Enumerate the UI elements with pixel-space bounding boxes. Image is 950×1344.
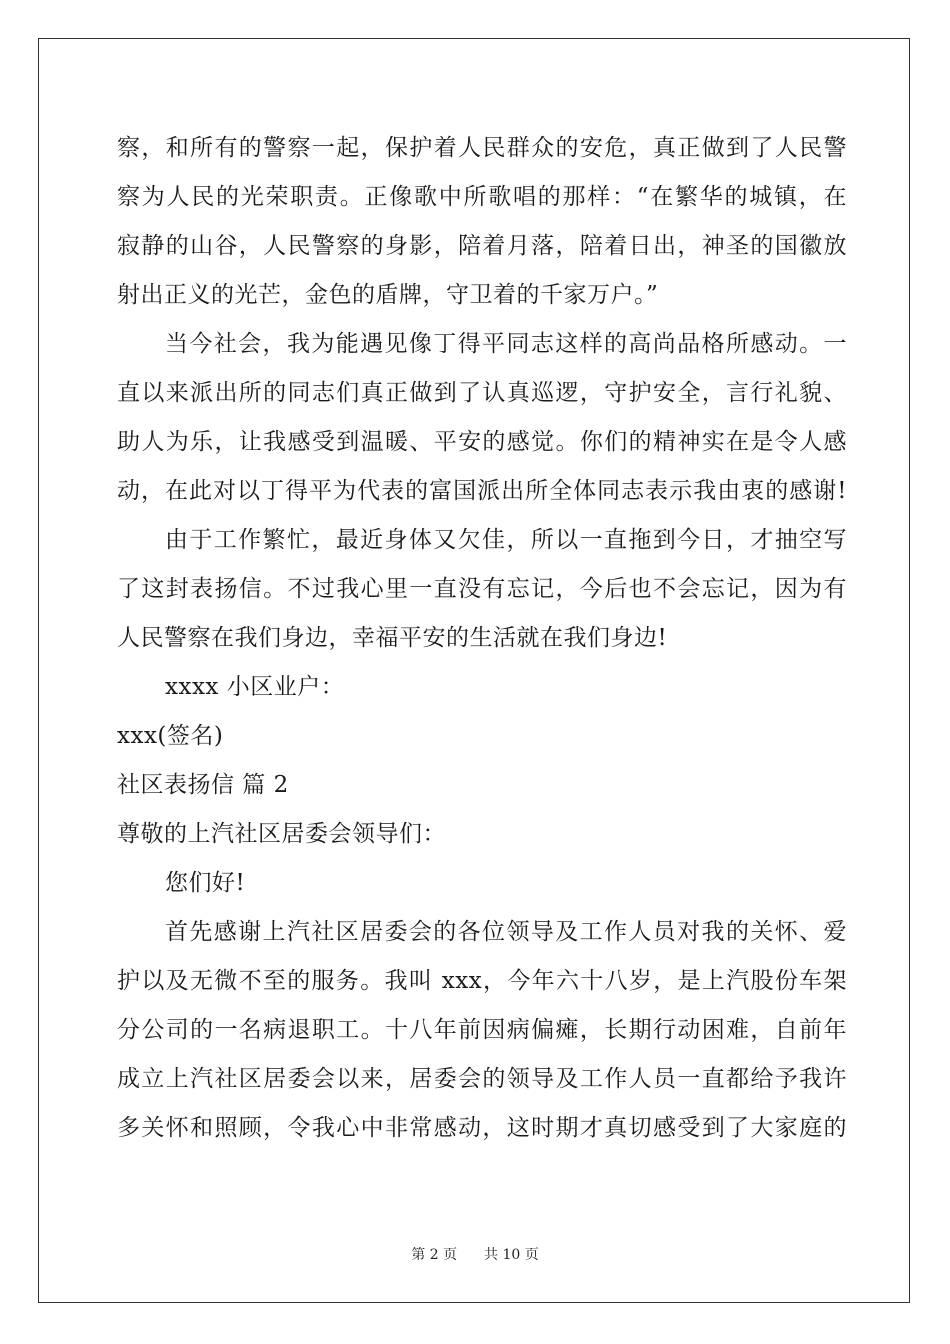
text-line: 您们好! bbox=[165, 870, 246, 896]
text-line: xxx(签名) bbox=[117, 723, 224, 749]
text-line: 成立上汽社区居委会以来，居委会的领导及工作人员一直都给予我许 bbox=[117, 1066, 847, 1092]
page-number: 第 2 页 bbox=[411, 1247, 458, 1263]
page-footer bbox=[0, 1244, 950, 1264]
text-line: 助人为乐，让我感受到温暖、平安的感觉。你们的精神实在是令人感 bbox=[117, 429, 847, 455]
text-line: 当今社会，我为能遇见像丁得平同志这样的高尚品格所感动。一 bbox=[165, 331, 847, 357]
text-line: 射出正义的光芒，金色的盾牌，守卫着的千家万户。” bbox=[117, 282, 659, 308]
text-line: 多关怀和照顾，令我心中非常感动，这时期才真切感受到了大家庭的 bbox=[117, 1115, 847, 1141]
text-line: 由于工作繁忙，最近身体又欠佳，所以一直拖到今日，才抽空写 bbox=[165, 527, 847, 553]
text-line: 寂静的山谷，人民警察的身影，陪着月落，陪着日出，神圣的国徽放 bbox=[117, 233, 847, 259]
text-line: 首先感谢上汽社区居委会的各位领导及工作人员对我的关怀、爱 bbox=[165, 919, 847, 945]
total-pages: 共 10 页 bbox=[484, 1247, 539, 1263]
text-line: 护以及无微不至的服务。我叫 xxx，今年六十八岁，是上汽股份车架 bbox=[117, 968, 847, 994]
document-body bbox=[117, 124, 847, 1153]
text-line: 直以来派出所的同志们真正做到了认真巡逻，守护安全，言行礼貌、 bbox=[117, 380, 847, 406]
text-line: 动，在此对以丁得平为代表的富国派出所全体同志表示我由衷的感谢! bbox=[117, 478, 847, 504]
text-line: 了这封表扬信。不过我心里一直没有忘记，今后也不会忘记，因为有 bbox=[117, 576, 847, 602]
text-line: xxxx 小区业户： bbox=[165, 674, 345, 700]
text-line: 分公司的一名病退职工。十八年前因病偏瘫，长期行动困难，自前年 bbox=[117, 1017, 847, 1043]
text-line: 人民警察在我们身边，幸福平安的生活就在我们身边! bbox=[117, 625, 668, 651]
text-line: 察为人民的光荣职责。正像歌中所歌唱的那样：“在繁华的城镇，在 bbox=[117, 184, 847, 210]
text-line: 察，和所有的警察一起，保护着人民群众的安危，真正做到了人民警 bbox=[117, 135, 847, 161]
text-line: 社区表扬信 篇 2 bbox=[117, 772, 289, 798]
text-line: 尊敬的上汽社区居委会领导们： bbox=[117, 821, 446, 847]
